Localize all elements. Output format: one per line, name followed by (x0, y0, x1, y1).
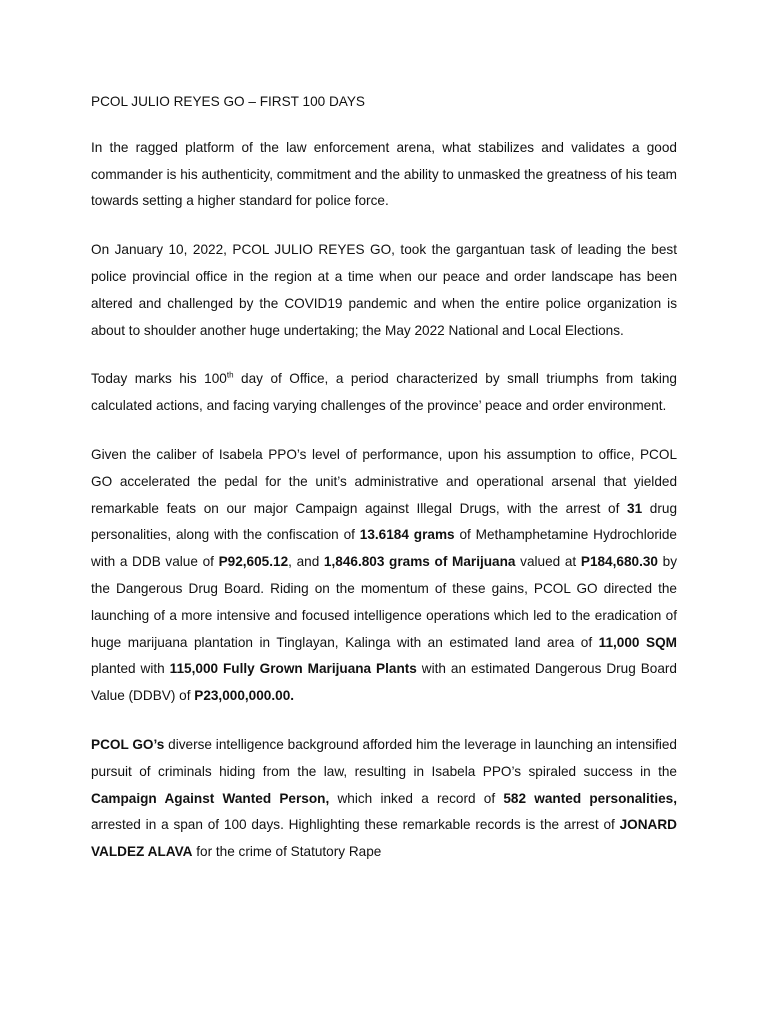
bold-marijuana-value: P184,680.30 (580, 554, 658, 570)
bold-suspect-name: JONARD VALDEZ ALAVA (91, 817, 677, 860)
text-run: day of Office, a period characterized by small triumphs from taking calculated actions, and facing varying challenges of the province’ peace and order environment. (91, 371, 677, 414)
paragraph-wanted-persons (91, 732, 677, 866)
text-run: , and (288, 554, 324, 570)
bold-marijuana-grams: 1,846.803 grams of Marijuana (323, 554, 516, 570)
paragraph-assumption: On January 10, 2022, PCOL JULIO REYES GO, took the gargantuan task of leading the best police provincial office in the region at a time when our peace and order landscape has been altered and challenged by the COVID19 pandemic and when the entire police organization is about to shoulder another huge undertaking; the May 2022 National and Local Elections. (91, 242, 677, 338)
bold-pcol-go: PCOL GO’s (91, 736, 165, 752)
paragraph-illegal-drugs (91, 442, 677, 710)
bold-land-area: 11,000 SQM (598, 634, 677, 650)
bold-plant-count: 115,000 Fully Grown Marijuana Plants (169, 661, 417, 677)
bold-shabu-value: P92,605.12 (218, 554, 289, 570)
text-run: Given the caliber of Isabela PPO’s level of performance, upon his assumption to office, PCOL GO accelerated the pedal for the unit’s administrative and operational arsenal that yielded remarkable feats on our major Campaign against Illegal Drugs, with the arrest of (91, 446, 677, 516)
text-run: which inked a record of (329, 790, 504, 806)
superscript-th: th (226, 370, 234, 380)
bold-ddbv-value: P23,000,000.00. (194, 688, 295, 704)
paragraph-intro: In the ragged platform of the law enforcement arena, what stabilizes and validates a good commander is his authenticity, commitment and the ability to unmasked the greatness of his team towards setting a higher standard for police force. (91, 139, 677, 209)
text-run: planted with (91, 661, 170, 677)
bold-wanted-count: 582 wanted personalities, (503, 790, 678, 806)
paragraph-100th-day (91, 366, 677, 420)
text-run: for the crime of Statutory Rape (192, 844, 382, 860)
bold-arrest-count: 31 (627, 500, 643, 516)
document-title: PCOL JULIO REYES GO – FIRST 100 DAYS (91, 94, 365, 109)
text-run: Today marks his 100 (91, 371, 227, 387)
text-run: arrested in a span of 100 days. Highlighting these remarkable records is the arrest of (91, 817, 620, 833)
text-run: by the Dangerous Drug Board. Riding on the momentum of these gains, PCOL GO directed the launching of a more intensive and focused intelligence operations which led to the eradication of huge marijuana plantation in Tinglayan, Kalinga with an estimated land area of (91, 554, 678, 650)
text-run: with an estimated Dangerous Drug Board Value (DDBV) of (91, 661, 677, 704)
text-run: diverse intelligence background afforded him the leverage in launching an intensified pursuit of criminals hiding from the law, resulting in Isabela PPO’s spiraled success in the (91, 736, 677, 779)
text-run: drug personalities, along with the confiscation of (91, 500, 678, 543)
bold-shabu-grams: 13.6184 grams (359, 527, 455, 543)
text-run: valued at (515, 554, 581, 570)
bold-campaign-name: Campaign Against Wanted Person, (91, 790, 330, 806)
text-run: of Methamphetamine Hydrochloride with a DDB value of (91, 527, 677, 570)
